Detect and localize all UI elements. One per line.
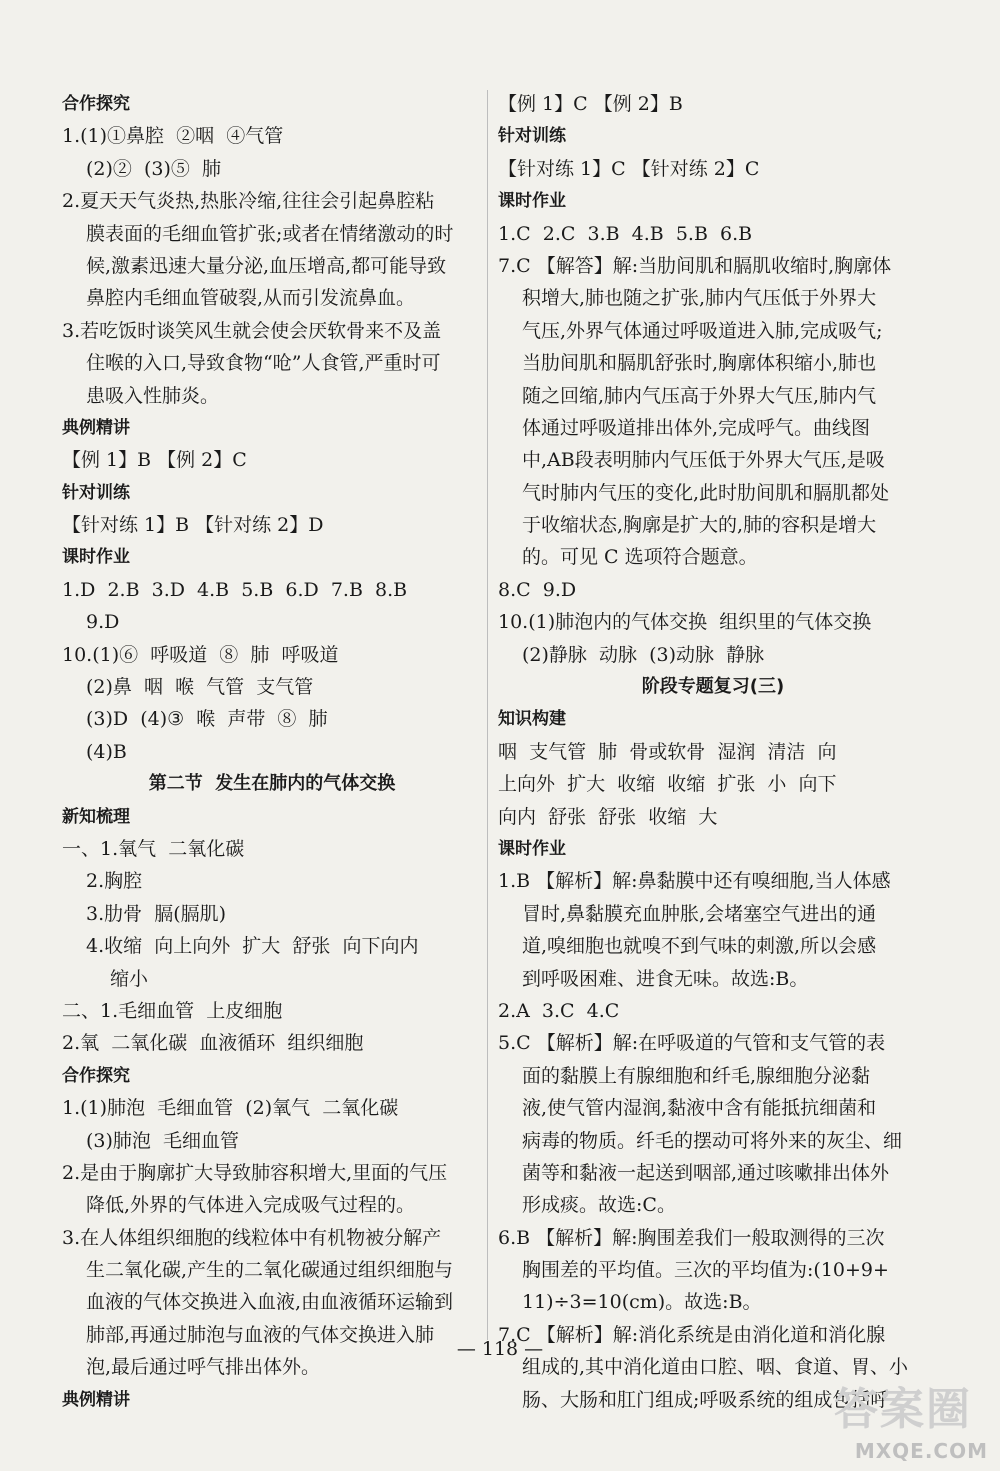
answer-line: 1.(1)①鼻腔 ②咽 ④气管 <box>62 125 284 148</box>
answer-line: 积增大,肺也随之扩张,肺内气压低于外界大 <box>522 287 877 310</box>
answer-line: 8.C 9.D <box>498 578 577 601</box>
answer-line: 体通过呼吸道排出体外,完成呼气。曲线图 <box>522 416 871 439</box>
answer-line: 9.D <box>86 611 120 634</box>
answer-line: 咽 支气管 肺 骨或软骨 湿润 清洁 向 <box>498 740 837 763</box>
answer-line: 【针对练 1】C 【针对练 2】C <box>498 157 760 180</box>
section-heading: 典例精讲 <box>62 417 130 438</box>
answer-line: 1.C 2.C 3.B 4.B 5.B 6.B <box>498 222 753 245</box>
chapter-title: 阶段专题复习(三) <box>641 676 785 698</box>
answer-line: 2.氧 二氧化碳 血液循环 组织细胞 <box>62 1032 364 1055</box>
answer-line: 液,使气管内湿润,黏液中含有能抵抗细菌和 <box>522 1097 877 1120</box>
answer-line: 10.(1)肺泡内的气体交换 组织里的气体交换 <box>498 611 872 634</box>
answer-line: 气压,外界气体通过呼吸道进入肺,完成吸气; <box>522 319 883 342</box>
column-divider <box>487 90 488 1340</box>
section-heading: 知识构建 <box>498 709 566 730</box>
answer-line: 向内 舒张 舒张 收缩 大 <box>498 805 718 828</box>
section-heading: 合作探究 <box>62 94 130 114</box>
answer-line: 3.若吃饭时谈笑风生就会使会厌软骨来不及盖 <box>62 319 442 342</box>
answer-line: 形成痰。故选:C。 <box>522 1194 676 1217</box>
answer-line: 【例 1】B 【例 2】C <box>62 449 247 472</box>
answer-line: 候,激素迅速大量分泌,血压增高,都可能导致 <box>86 254 447 277</box>
answer-line: 缩小 <box>110 967 149 990</box>
watermark-top-text: 答案圈 <box>834 1384 972 1435</box>
answer-line: (2)静脉 动脉 (3)动脉 静脉 <box>522 643 765 666</box>
answer-line: 病毒的物质。纤毛的摆动可将外来的灰尘、细 <box>522 1129 903 1152</box>
answer-line: 二、1.毛细血管 上皮细胞 <box>62 999 283 1022</box>
answer-line: 肺部,再通过肺泡与血液的气体交换进入肺 <box>86 1323 435 1346</box>
answer-line: 7.C 【解析】解:消化系统是由消化道和消化腺 <box>498 1323 886 1346</box>
answer-line: 面的黏膜上有腺细胞和纤毛,腺细胞分泌黏 <box>522 1064 871 1087</box>
answer-line: 中,AB段表明肺内气压低于外界大气压,是吸 <box>522 449 885 472</box>
section-heading: 课时作业 <box>498 191 566 212</box>
answer-line: 随之回缩,肺内气压高于外界大气压,肺内气 <box>522 384 877 407</box>
section-heading: 课时作业 <box>498 838 566 859</box>
answer-line: 生二氧化碳,产生的二氧化碳通过组织细胞与 <box>86 1259 454 1282</box>
answer-line: 2.胸腔 <box>86 870 143 893</box>
chapter-title: 第二节 发生在肺内的气体交换 <box>148 773 396 795</box>
page-number: — 118 — <box>456 1338 544 1360</box>
answer-line: 到呼吸困难、进食无味。故选:B。 <box>522 967 809 990</box>
answer-line: 肠、大肠和肛门组成;呼吸系统的组成包括呼 <box>522 1388 890 1411</box>
answer-line: 3.肋骨 膈(膈肌) <box>86 902 227 925</box>
section-heading: 课时作业 <box>62 547 130 568</box>
answer-line: 于收缩状态,胸廓是扩大的,肺的容积是增大 <box>522 514 877 537</box>
section-heading: 针对训练 <box>498 126 566 147</box>
answer-line: (2)鼻 咽 喉 气管 支气管 <box>86 676 314 699</box>
answer-line: 6.B 【解析】解:胸围差我们一般取测得的三次 <box>498 1226 885 1249</box>
answer-line: 3.在人体组织细胞的线粒体中有机物被分解产 <box>62 1226 442 1249</box>
answer-line: 泡,最后通过呼气排出体外。 <box>86 1356 321 1379</box>
answer-line: 1.D 2.B 3.D 4.B 5.B 6.D 7.B 8.B <box>62 578 408 601</box>
answer-line: 2.夏天天气炎热,热胀冷缩,往往会引起鼻腔粘 <box>62 190 435 213</box>
answer-line: 4.收缩 向上向外 扩大 舒张 向下向内 <box>86 935 419 958</box>
answer-line: (3)肺泡 毛细血管 <box>86 1129 239 1152</box>
answer-line: 11)÷3=10(cm)。故选:B。 <box>522 1291 762 1314</box>
answer-line: 患吸入性肺炎。 <box>86 384 220 407</box>
answer-line: 【针对练 1】B 【针对练 2】D <box>62 514 324 537</box>
watermark-logo <box>802 1373 992 1465</box>
answer-line: 膜表面的毛细血管扩张;或者在情绪激动的时 <box>86 222 454 245</box>
answer-line: 降低,外界的气体进入完成吸气过程的。 <box>86 1194 416 1217</box>
watermark-url-text: MXQE.COM <box>854 1439 988 1463</box>
answer-line: 血液的气体交换进入血液,由血液循环运输到 <box>86 1291 454 1314</box>
answer-line: (4)B <box>86 740 127 763</box>
answer-line: 住喉的入口,导致食物“呛”人食管,严重时可 <box>86 352 441 375</box>
answer-line: 上向外 扩大 收缩 收缩 扩张 小 向下 <box>498 773 837 796</box>
answer-line: 1.B 【解析】解:鼻黏膜中还有嗅细胞,当人体感 <box>498 870 891 893</box>
right-column <box>498 88 928 1416</box>
answer-line: 10.(1)⑥ 呼吸道 ⑧ 肺 呼吸道 <box>62 643 339 666</box>
section-heading: 针对训练 <box>62 482 130 503</box>
answer-line: 道,嗅细胞也就嗅不到气味的刺激,所以会感 <box>522 935 877 958</box>
section-heading: 合作探究 <box>62 1065 130 1086</box>
answer-line: 菌等和黏液一起送到咽部,通过咳嗽排出体外 <box>522 1161 890 1184</box>
answer-line: 7.C 【解答】解:当肋间肌和膈肌收缩时,胸廓体 <box>498 254 892 277</box>
answer-line: 的。可见 C 选项符合题意。 <box>522 546 758 569</box>
answer-line: 1.(1)肺泡 毛细血管 (2)氧气 二氧化碳 <box>62 1097 399 1120</box>
left-column <box>62 88 482 1416</box>
answer-line: 冒时,鼻黏膜充血肿胀,会堵塞空气进出的通 <box>522 902 877 925</box>
section-heading: 新知梳理 <box>62 806 130 827</box>
answer-line: 鼻腔内毛细血管破裂,从而引发流鼻血。 <box>86 287 416 310</box>
answer-line: 2.A 3.C 4.C <box>498 999 620 1022</box>
answer-line: (3)D (4)③ 喉 声带 ⑧ 肺 <box>86 708 328 731</box>
answer-line: 5.C 【解析】解:在呼吸道的气管和支气管的表 <box>498 1032 886 1055</box>
answer-line: 一、1.氧气 二氧化碳 <box>62 837 245 860</box>
answer-line: 当肋间肌和膈肌舒张时,胸廓体积缩小,肺也 <box>522 352 877 375</box>
section-heading: 典例精讲 <box>62 1389 130 1410</box>
answer-line: 【例 1】C 【例 2】B <box>498 93 683 115</box>
answer-line: 组成的,其中消化道由口腔、咽、食道、胃、小 <box>522 1356 909 1379</box>
answer-line: 2.是由于胸廓扩大导致肺容积增大,里面的气压 <box>62 1161 448 1184</box>
answer-line: (2)② (3)⑤ 肺 <box>86 157 221 180</box>
answer-line: 气时肺内气压的变化,此时肋间肌和膈肌都处 <box>522 481 890 504</box>
answer-line: 胸围差的平均值。三次的平均值为:(10+9+ <box>522 1259 889 1282</box>
